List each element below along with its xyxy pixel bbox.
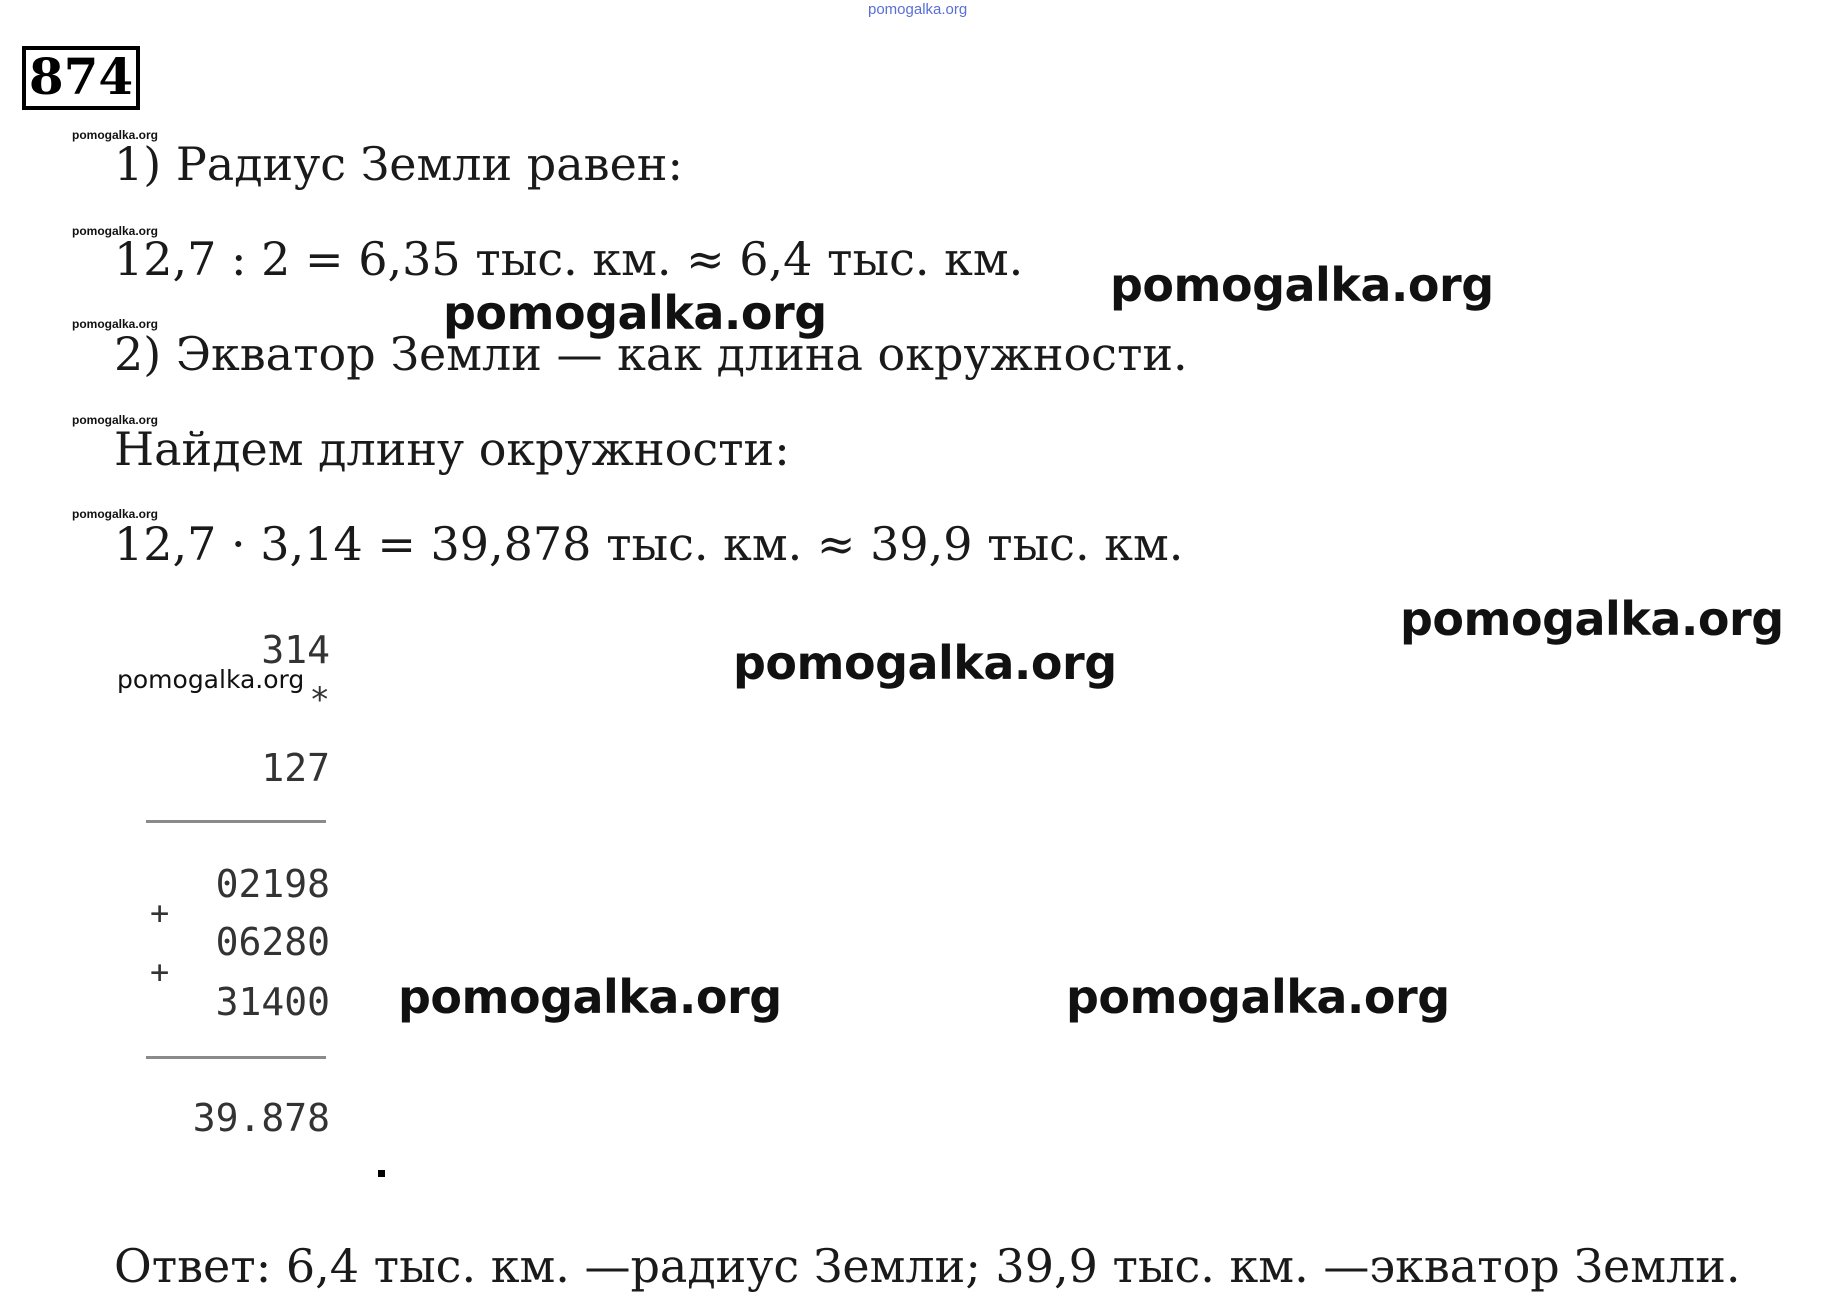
solution-line-2: 12,7 : 2 = 6,35 тыс. км. ≈ 6,4 тыс. км. <box>114 232 1024 286</box>
calc-partial-product: 02198 <box>215 862 330 906</box>
watermark-large: pomogalka.org <box>1400 592 1784 646</box>
problem-number: 874 <box>28 47 134 106</box>
watermark-small: pomogalka.org <box>72 224 159 238</box>
calc-plus-sign: + <box>150 953 170 991</box>
solution-line-1: 1) Радиус Земли равен: <box>114 137 683 191</box>
calc-partial-product: 06280 <box>215 920 330 964</box>
solution-line-5: 12,7 · 3,14 = 39,878 тыс. км. ≈ 39,9 тыс. км. <box>114 517 1184 571</box>
watermark-large: pomogalka.org <box>1110 258 1494 312</box>
watermark-large: pomogalka.org <box>1066 970 1450 1024</box>
calc-partial-product: 31400 <box>215 980 330 1024</box>
watermark-small: pomogalka.org <box>72 413 159 427</box>
calc-result: 39.878 <box>192 1096 330 1140</box>
watermark-small: pomogalka.org <box>72 507 159 521</box>
watermark-large: pomogalka.org <box>733 636 1117 690</box>
calc-divider-line <box>146 1056 326 1059</box>
calc-multiplier: 127 <box>261 746 330 790</box>
site-url-header: pomogalka.org <box>868 1 968 18</box>
watermark-large: pomogalka.org <box>443 286 827 340</box>
watermark-large: pomogalka.org <box>398 970 782 1024</box>
calc-multiplicand: 314 <box>261 628 330 672</box>
solution-line-4: Найдем длину окружности: <box>114 422 790 476</box>
calc-plus-sign: + <box>150 894 170 932</box>
solution-line-3: 2) Экватор Земли — как длина окружности. <box>114 327 1188 381</box>
watermark-small: pomogalka.org <box>72 317 159 331</box>
answer-line: Ответ: 6,4 тыс. км. —радиус Земли; 39,9 тыс. км. —экватор Земли. <box>114 1239 1741 1293</box>
watermark-medium: pomogalka.org <box>117 665 305 694</box>
watermark-small: pomogalka.org <box>72 128 159 142</box>
calc-divider-line <box>146 820 326 823</box>
calc-multiply-sign: * <box>309 680 330 720</box>
stray-dot <box>378 1170 385 1177</box>
